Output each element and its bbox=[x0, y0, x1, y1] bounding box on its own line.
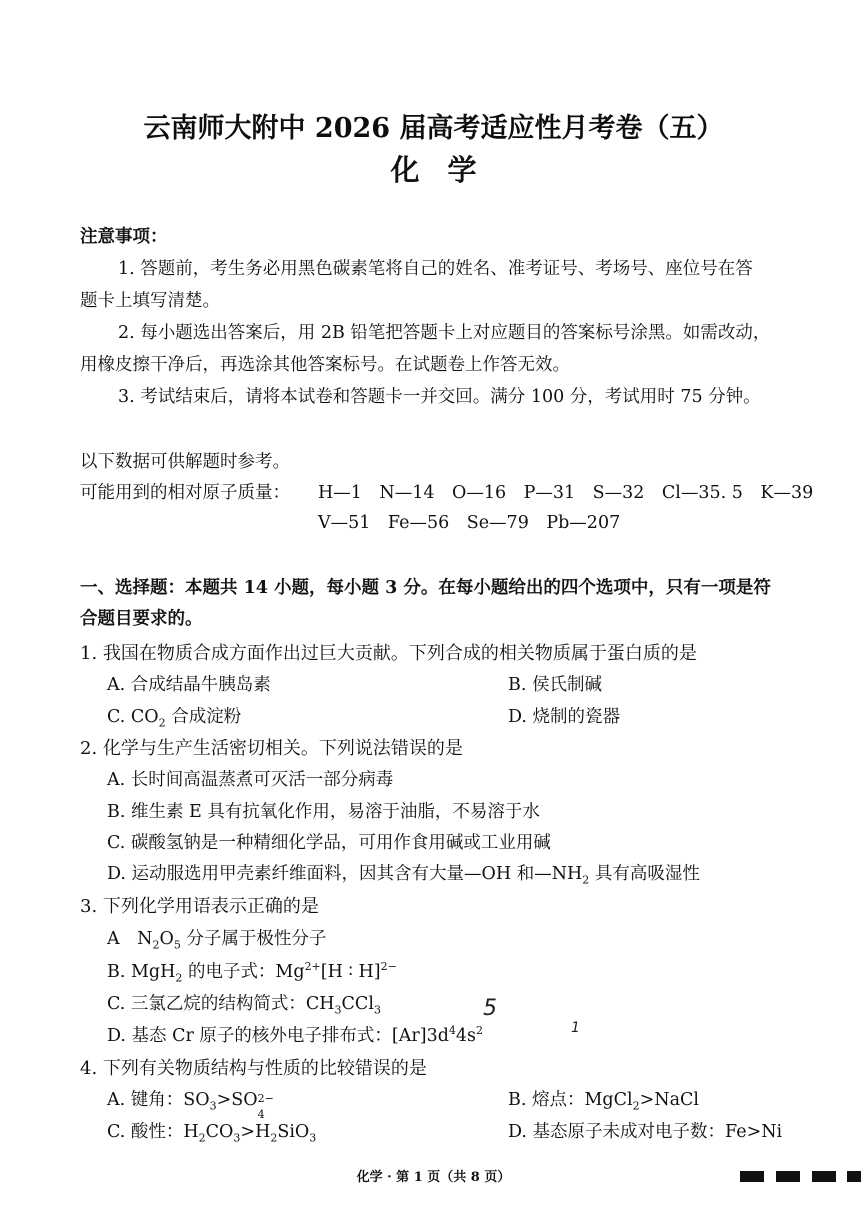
question-3-option-b: B. MgH$_2$ 的电子式：$Mg^{2+}[H$ ∶ H]$^{2-}$ bbox=[107, 960, 397, 985]
question-1-stem: 1. 我国在物质合成方面作出过巨大贡献。下列合成的相关物质属于蛋白质的是 bbox=[80, 643, 697, 664]
footer-mark-4 bbox=[847, 1171, 861, 1182]
question-4-option-c: C. 酸性：$H_2CO_3>H_2SiO_3$ bbox=[107, 1122, 317, 1145]
question-1-option-d: D. 烧制的瓷器 bbox=[508, 707, 621, 727]
notice-item-3: 3. 考试结束后，请将本试卷和答题卡一并交回。满分 100 分，考试用时 75 分钟。 bbox=[118, 387, 761, 407]
section-1-heading-line-1: 一、选择题：本题共 14 小题，每小题 3 分。在每小题给出的四个选项中，只有一项是符 bbox=[80, 578, 771, 598]
atomic-masses-row-2: V—51 Fe—56 Se—79 Pb—207 bbox=[318, 513, 621, 533]
notice-item-1-line-1: 1. 答题前，考生务必用黑色碳素笔将自己的姓名、准考证号、考场号、座位号在答 bbox=[118, 259, 753, 279]
notice-item-2-line-1: 2. 每小题选出答案后，用 2B 铅笔把答题卡上对应题目的答案标号涂黑。如需改动， bbox=[118, 323, 771, 343]
question-2-option-a: A. 长时间高温蒸煮可灭活一部分病毒 bbox=[107, 770, 394, 790]
question-3-option-d: D. 基态 Cr 原子的核外电子排布式：$[Ar]3d^44s^2$ bbox=[107, 1024, 484, 1046]
exam-title: 云南师大附中 2026 届高考适应性月考卷（五） bbox=[143, 113, 724, 144]
question-4-option-b: B. 熔点：MgCl$_2$>NaCl bbox=[508, 1090, 699, 1113]
handwritten-correction-1: 1 bbox=[571, 1020, 580, 1036]
reference-intro: 以下数据可供解题时参考。 bbox=[80, 452, 290, 472]
question-1-option-a: A. 合成结晶牛胰岛素 bbox=[107, 675, 271, 695]
question-4-option-a: A. 键角：$SO_3>SO$ 2− 4 bbox=[107, 1090, 274, 1121]
question-1-option-c: C. $CO_2$ 合成淀粉 bbox=[107, 707, 242, 730]
page-footer: 化学 · 第 1 页（共 8 页） bbox=[356, 1170, 511, 1185]
question-1-option-b: B. 侯氏制碱 bbox=[508, 675, 602, 695]
question-2-stem: 2. 化学与生产生活密切相关。下列说法错误的是 bbox=[80, 738, 463, 759]
question-2-option-d: D. 运动服选用甲壳素纤维面料，因其含有大量—OH 和$—NH_2$ 具有高吸湿性 bbox=[107, 864, 700, 887]
footer-mark-2 bbox=[776, 1171, 800, 1182]
question-2-option-b: B. 维生素 E 具有抗氧化作用，易溶于油脂，不易溶于水 bbox=[107, 802, 540, 822]
question-2-option-c: C. 碳酸氢钠是一种精细化学品，可用作食用碱或工业用碱 bbox=[107, 833, 551, 853]
question-4-stem: 4. 下列有关物质结构与性质的比较错误的是 bbox=[80, 1058, 427, 1079]
question-3-stem: 3. 下列化学用语表示正确的是 bbox=[80, 896, 319, 917]
reference-label: 可能用到的相对原子质量： bbox=[80, 483, 290, 503]
notice-heading: 注意事项： bbox=[80, 227, 168, 247]
notice-item-2-line-2: 用橡皮擦干净后，再选涂其他答案标号。在试题卷上作答无效。 bbox=[80, 355, 570, 375]
subject-title: 化学 bbox=[390, 153, 505, 187]
footer-mark-1 bbox=[740, 1171, 764, 1182]
atomic-masses-row-1: H—1 N—14 O—16 P—31 S—32 Cl—35. 5 K—39 bbox=[318, 483, 814, 503]
question-3-option-c: C. 三氯乙烷的结构简式：$CH_3CCl_3$ bbox=[107, 994, 381, 1017]
handwritten-correction-5: 5 bbox=[483, 996, 497, 1021]
question-4-option-d: D. 基态原子未成对电子数：Fe>Ni bbox=[508, 1122, 783, 1142]
footer-mark-3 bbox=[812, 1171, 836, 1182]
notice-item-1-line-2: 题卡上填写清楚。 bbox=[80, 291, 220, 311]
section-1-heading-line-2: 合题目要求的。 bbox=[80, 609, 203, 629]
question-3-option-a: A $N_2O_5$ 分子属于极性分子 bbox=[107, 929, 327, 952]
